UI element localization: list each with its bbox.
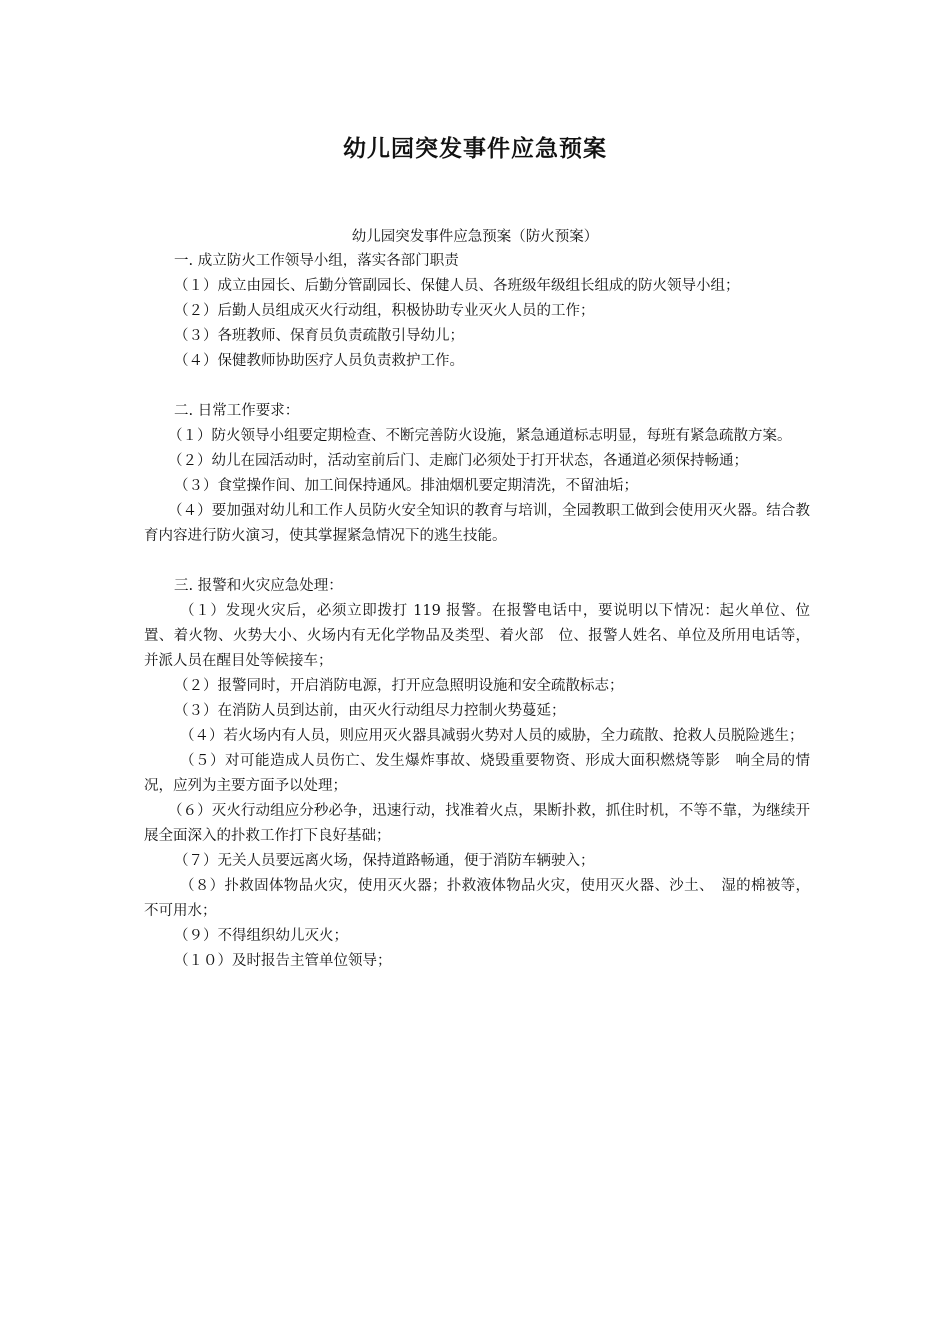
- section-3-item-9: （９）不得组织幼儿灭火；: [174, 928, 348, 944]
- section-3-item-2: （２）报警同时，开启消防电源，打开应急照明设施和安全疏散标志；: [174, 678, 624, 694]
- section-3-item-1: （１）发现火灾后，必须立即拨打 119 报警。在报警电话中，要说明以下情况：起火单位、位置、着火物、火势大小、火场内有无化学物品及类型、着火部 位、报警人姓名、单位及所用电话等，并派人员在醒目处等候接车；: [144, 603, 810, 669]
- section-2-item-4: （４）要加强对幼儿和工作人员防火安全知识的教育与培训，全园教职工做到会使用灭火器。结合教育内容进行防火演习，使其掌握紧急情况下的逃生技能。: [144, 503, 810, 544]
- paragraph-gap: [144, 549, 810, 574]
- section-2-heading: 二. 日常工作要求：: [174, 403, 300, 419]
- section-3-item-7: （７）无关人员要远离火场，保持道路畅通，便于消防车辆驶入；: [174, 853, 595, 869]
- section-1-item-3: （３）各班教师、保育员负责疏散引导幼儿；: [174, 328, 464, 344]
- document-body: [144, 249, 810, 974]
- section-1-item-2: （２）后勤人员组成灭火行动组，积极协助专业灭火人员的工作；: [174, 303, 595, 319]
- document-title: 幼儿园突发事件应急预案: [343, 136, 607, 162]
- section-2-item-1: （１）防火领导小组要定期检查、不断完善防火设施，紧急通道标志明显，每班有紧急疏散方案。: [168, 428, 792, 444]
- section-3-item-3: （３）在消防人员到达前，由灭火行动组尽力控制火势蔓延；: [174, 703, 566, 719]
- section-1-heading: 一. 成立防火工作领导小组，落实各部门职责: [174, 253, 459, 269]
- section-2-item-2: （２）幼儿在园活动时，活动室前后门、走廊门必须处于打开状态，各通道必须保持畅通；: [168, 453, 748, 469]
- section-1-item-1: （１）成立由园长、后勤分管副园长、保健人员、各班级年级组长组成的防火领导小组；: [174, 278, 740, 294]
- paragraph-gap: [144, 374, 810, 399]
- section-3-item-4: （４）若火场内有人员，则应用灭火器具减弱火势对人员的威胁，全力疏散、抢救人员脱险逃生；: [180, 728, 804, 744]
- document-subtitle: 幼儿园突发事件应急预案（防火预案）: [351, 229, 599, 245]
- section-3-item-5: （５）对可能造成人员伤亡、发生爆炸事故、烧毁重要物资、形成大面积燃烧等影 响全局的情况，应列为主要方面予以处理；: [144, 753, 810, 794]
- section-1-item-4: （４）保健教师协助医疗人员负责救护工作。: [174, 353, 464, 369]
- section-3-item-6: （６）灭火行动组应分秒必争，迅速行动，找准着火点，果断扑救，抓住时机，不等不靠，为继续开展全面深入的扑救工作打下良好基础；: [144, 803, 810, 844]
- section-2-item-3: （３）食堂操作间、加工间保持通风。排油烟机要定期清洗，不留油垢；: [174, 478, 638, 494]
- section-3-heading: 三. 报警和火灾应急处理：: [174, 578, 343, 594]
- section-3-item-10: （１０）及时报告主管单位领导；: [174, 953, 392, 969]
- section-3-item-8: （８）扑救固体物品火灾，使用灭火器；扑救液体物品火灾，使用灭火器、沙土、 湿的棉被等，不可用水；: [144, 878, 810, 919]
